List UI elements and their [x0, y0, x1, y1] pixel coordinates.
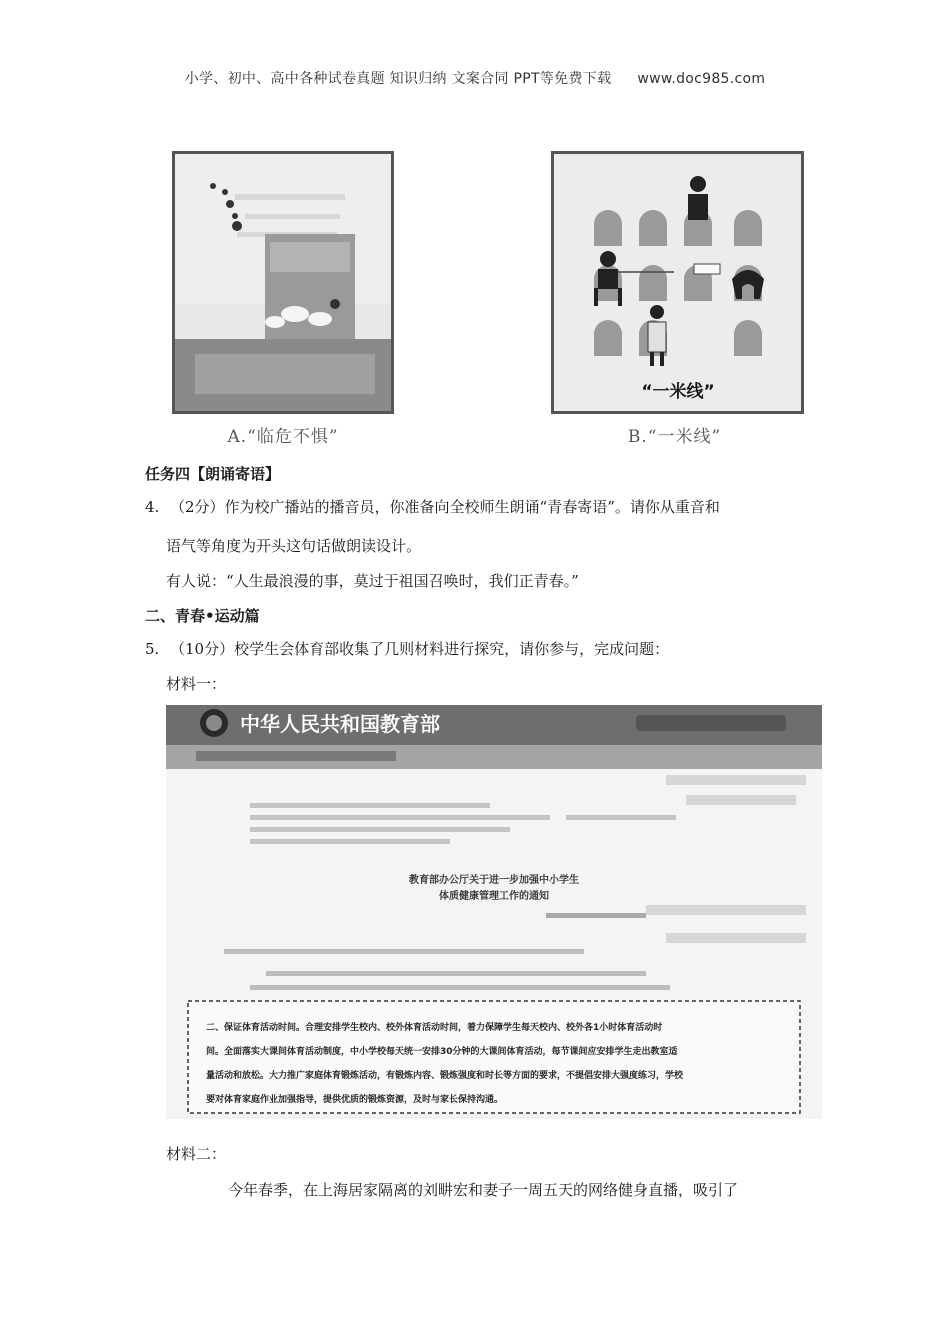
notice-title-line1: 教育部办公厅关于进一步加强中小学生	[409, 875, 579, 886]
image-a-caption: A.“临危不惧”	[227, 427, 339, 447]
notice-title-line2: 体质健康管理工作的通知	[439, 891, 549, 902]
boxed-line2: 间。全面落实大课间体育活动制度，中小学校每天统一安排30分钟的大课间体育活动，每节课间应安排学生走出教室适	[206, 1047, 678, 1057]
q4-line1: （2分）作为校广播站的播音员，你准备向全校师生朗诵“青春寄语”。请你从重音和	[170, 498, 720, 516]
material1-svg	[166, 705, 822, 1119]
header-text: 小学、初中、高中各种试卷真题 知识归纳 文案合同 PPT等免费下载	[184, 71, 612, 87]
boxed-line1: 二、保证体育活动时间。合理安排学生校内、校外体育活动时间，着力保障学生每天校内、校外各1小时体育活动时	[206, 1023, 663, 1033]
image-b-illustration	[554, 154, 801, 411]
image-b-photo	[551, 151, 804, 414]
image-b-caption: B.“一米线”	[627, 427, 722, 447]
task4-heading: 任务四【朗诵寄语】	[145, 465, 281, 483]
q5-text: （10分）校学生会体育部收集了几则材料进行探究，请你参与，完成问题：	[170, 640, 670, 658]
image-b-banner: “一米线”	[641, 382, 715, 402]
q4-number: 4.	[145, 498, 160, 516]
q4-line2: 语气等角度为开头这句话做朗读设计。	[166, 537, 422, 555]
q4-quote: 有人说：“人生最浪漫的事，莫过于祖国召唤时，我们正青春。”	[166, 572, 579, 590]
material2-label: 材料二：	[166, 1145, 227, 1163]
image-a-illustration	[175, 154, 391, 411]
q5-number: 5.	[145, 640, 160, 658]
ministry-title: 中华人民共和国教育部	[240, 712, 440, 736]
section2-heading: 二、青春•运动篇	[145, 607, 260, 625]
image-a-photo	[172, 151, 394, 414]
boxed-line3: 量活动和放松。大力推广家庭体育锻炼活动，有锻炼内容、锻炼强度和时长等方面的要求，不提倡安排大强度练习，学校	[206, 1071, 684, 1081]
material1-label: 材料一：	[166, 675, 227, 693]
material2-text: 今年春季，在上海居家隔离的刘畊宏和妻子一周五天的网络健身直播，吸引了	[228, 1181, 739, 1199]
header-site: www.doc985.com	[637, 71, 766, 87]
material1-screenshot	[166, 705, 822, 1119]
page-header	[0, 68, 950, 88]
boxed-line4: 要对体育家庭作业加强指导，提供优质的锻炼资源，及时与家长保持沟通。	[206, 1095, 504, 1105]
